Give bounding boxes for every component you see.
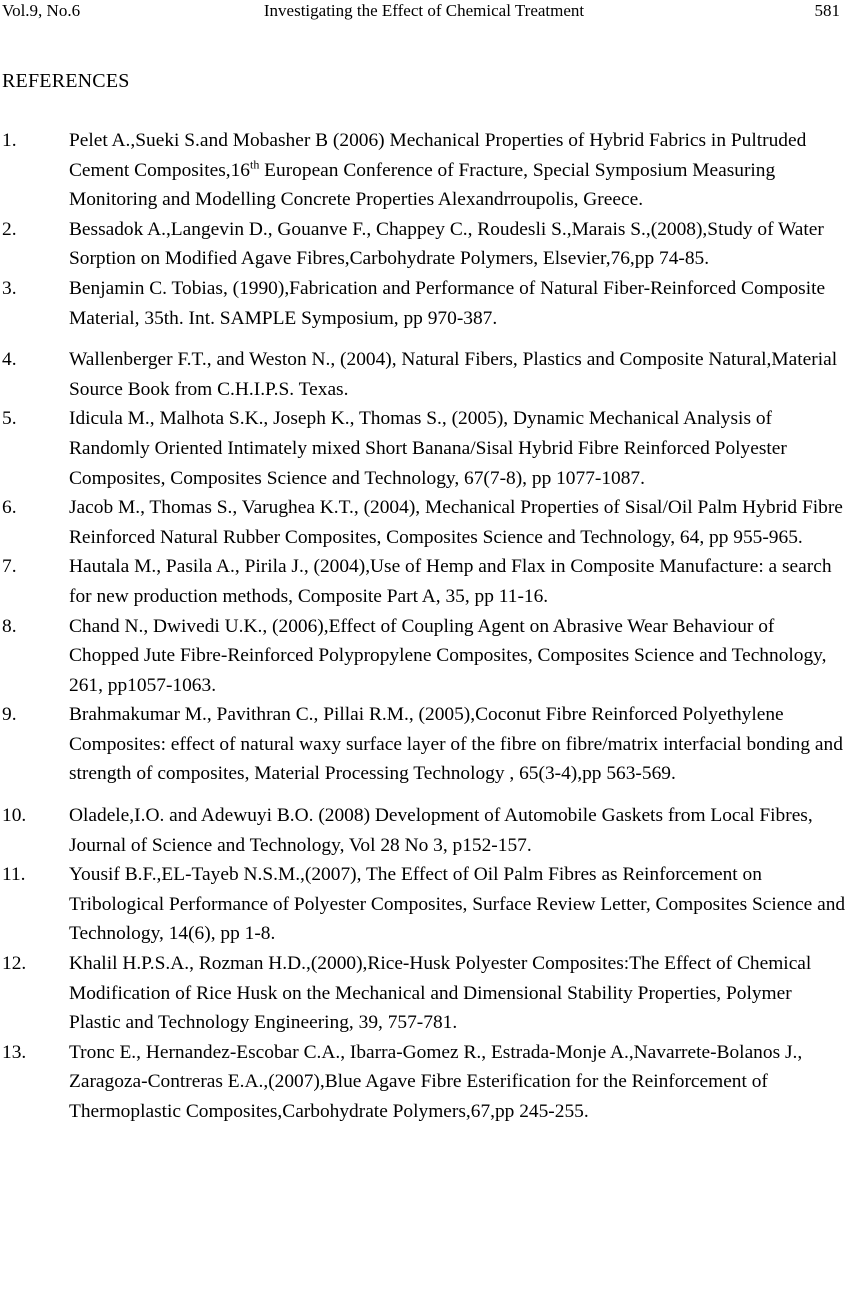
journal-volume: Vol.9, No.6: [2, 1, 81, 20]
running-title: Investigating the Effect of Chemical Treatment: [263, 1, 585, 20]
reference-text: Wallenberger F.T., and Weston N., (2004), Natural Fibers, Plastics and Composite Natural,Material Source Book from C.H.I.P.S. Texas.: [69, 349, 838, 400]
ordinal-superscript: th: [249, 157, 260, 172]
reference-text: Idicula M., Malhota S.K., Joseph K., Thomas S., (2005), Dynamic Mechanical Analysis of Randomly Oriented Intimately mixed Short Banana/Sisal Hybrid Fibre Reinforced Polyester Composites, Composites Science and Technology, 67(7-8), pp 1077-1087.: [69, 408, 787, 489]
reference-text: [69, 126, 846, 215]
reference-text: Hautala M., Pasila A., Pirila J., (2004),Use of Hemp and Flax in Composite Manufacture: a search for new production methods, Composite Part A, 35, pp 11-16.: [69, 556, 832, 607]
reference-text: Tronc E., Hernandez-Escobar C.A., Ibarra-Gomez R., Estrada-Monje A.,Navarrete-Bolanos J., Zaragoza-Contreras E.A.,(2007),Blue Agave Fibre Esterification for the Reinforcement of Thermoplastic Composites,Carbohydrate Polymers,67,pp 245-255.: [69, 1041, 803, 1122]
running-header: [0, 0, 848, 22]
reference-item: [0, 552, 846, 611]
page-number: 581: [814, 1, 840, 20]
reference-text-part: Pelet A.,Sueki S.and Mobasher B (2006) Mechanical Properties of Hybrid Fabrics in Pultruded Cement Composites,16: [69, 130, 807, 181]
reference-text-part: European Conference of Fracture, Special Symposium Measuring Monitoring and Modelling Concrete Properties Alexandrroupolis, Greece.: [69, 159, 776, 211]
reference-item: [0, 612, 846, 701]
reference-text: Benjamin C. Tobias, (1990),Fabrication and Performance of Natural Fiber-Reinforced Composite Material, 35th. Int. SAMPLE Symposium, pp 970-387.: [69, 277, 826, 329]
reference-text: Oladele,I.O. and Adewuyi B.O. (2008) Development of Automobile Gaskets from Local Fibres, Journal of Science and Technology, Vol 28 No 3, p152-157.: [69, 805, 813, 856]
reference-item: [0, 126, 846, 215]
reference-item: [0, 404, 846, 493]
reference-item: [0, 860, 846, 949]
reference-item: [0, 493, 846, 552]
reference-number: 12.: [2, 953, 27, 975]
reference-item: [0, 700, 846, 789]
reference-number: 4.: [2, 349, 17, 371]
reference-text: Brahmakumar M., Pavithran C., Pillai R.M., (2005),Coconut Fibre Reinforced Polyethylene Composites: effect of natural waxy surface layer of the fibre on fibre/matrix interfacial bonding and strength of composites, Material Processing Technology , 65(3-4),pp 563-569.: [69, 704, 843, 785]
reference-number: 3.: [2, 277, 17, 299]
reference-text: Yousif B.F.,EL-Tayeb N.S.M.,(2007), The Effect of Oil Palm Fibres as Reinforcement on Tribological Performance of Polyester Composites, Surface Review Letter, Composites Science and Technology, 14(6), pp 1-8.: [69, 864, 846, 945]
reference-item: [0, 345, 846, 404]
reference-number: 11.: [2, 864, 26, 886]
reference-text: Khalil H.P.S.A., Rozman H.D.,(2000),Rice-Husk Polyester Composites:The Effect of Chemical Modification of Rice Husk on the Mechanical and Dimensional Stability Properties, Polymer Plastic and Technology Engineering, 39, 757-781.: [69, 953, 812, 1034]
reference-item: [0, 949, 846, 1038]
reference-text: Bessadok A.,Langevin D., Gouanve F., Chappey C., Roudesli S.,Marais S.,(2008),Study of Water Sorption on Modified Agave Fibres,Carbohydrate Polymers, Elsevier,76,pp 74-85.: [69, 218, 824, 270]
reference-number: 6.: [2, 497, 17, 519]
reference-number: 2.: [2, 218, 17, 240]
reference-list: [0, 126, 846, 1127]
reference-number: 13.: [2, 1041, 27, 1063]
reference-item: [0, 274, 846, 333]
reference-number: 9.: [2, 704, 17, 726]
reference-number: 7.: [2, 556, 17, 578]
reference-number: 5.: [2, 408, 17, 430]
reference-number: 8.: [2, 615, 17, 637]
reference-text: Chand N., Dwivedi U.K., (2006),Effect of Coupling Agent on Abrasive Wear Behaviour of Chopped Jute Fibre-Reinforced Polypropylene Composites, Composites Science and Technology, 261, pp1057-1063.: [69, 615, 827, 696]
reference-item: [0, 1038, 846, 1127]
section-title: REFERENCES: [2, 70, 130, 92]
reference-number: 1.: [2, 130, 17, 151]
reference-text: Jacob M., Thomas S., Varughea K.T., (2004), Mechanical Properties of Sisal/Oil Palm Hybrid Fibre Reinforced Natural Rubber Composites, Composites Science and Technology, 64, pp 955-965.: [69, 497, 843, 548]
reference-item: [0, 801, 846, 860]
reference-number: 10.: [2, 805, 27, 827]
reference-item: [0, 215, 846, 274]
